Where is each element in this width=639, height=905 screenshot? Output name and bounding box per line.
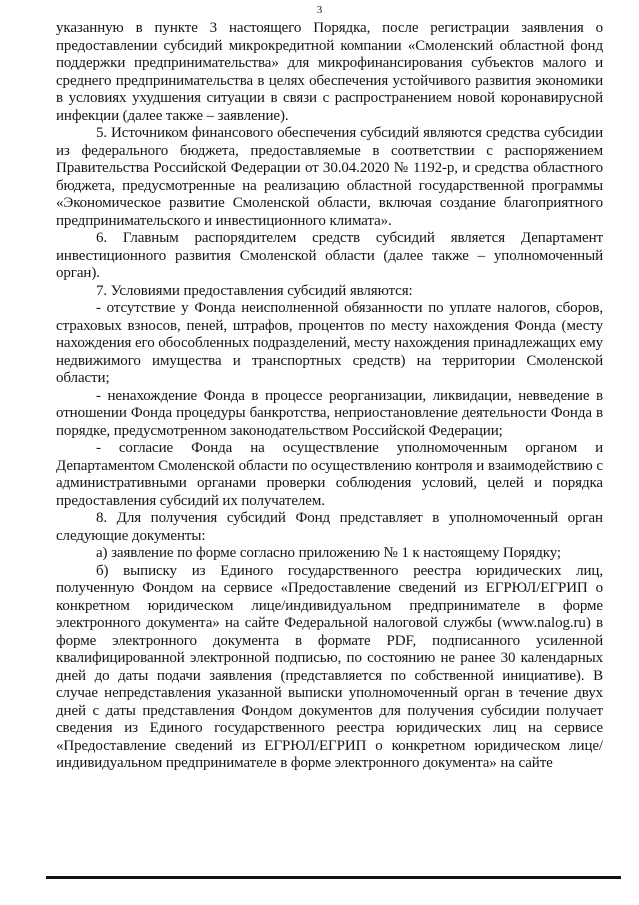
condition-item: - ненахождение Фонда в процессе реорганизации, ликвидации, невведение в отношении Фонда процедуры банкротства, неприостановление деятельности Фонда в порядке, предусмотренном законодательством Российской Федерации; [56, 387, 603, 439]
paragraph-continuation: указанную в пункте 3 настоящего Порядка, после регистрации заявления о предоставлении субсидий микрокредитной компании «Смоленский областной фонд поддержки предпринимательства» для микрофинансирования субъектов малого и среднего предпринимательства в целях обеспечения устойчивого развития экономики в условиях ухудшения ситуации в связи с распространением новой коронавирусной инфекции (далее также – заявление). [56, 20, 603, 124]
condition-item: - отсутствие у Фонда неисполненной обязанности по уплате налогов, сборов, страховых взносов, пеней, штрафов, процентов по месту нахождения Фонда (месту нахождения его обособленных подразделений, месту нахождения принадлежащих ему недвижимого имущества и транспортных средств) на территории Смоленской области; [56, 300, 603, 386]
paragraph-item-8: 8. Для получения субсидий Фонд представляет в уполномоченный орган следующие документы: [56, 510, 603, 544]
document-body [56, 20, 603, 773]
paragraph-item-6: 6. Главным распорядителем средств субсидий является Департамент инвестиционного развития Смоленской области (далее также – уполномоченный орган). [56, 230, 603, 281]
page-bottom-border [46, 876, 621, 879]
document-list-item-b: б) выписку из Единого государственного реестра юридических лиц, полученную Фондом на сервисе «Предоставление сведений из ЕГРЮЛ/ЕГРИП о конкретном юридическом лице/индивидуальном предпринимателе в форме электронного документа» на сайте Федеральной налоговой службы (www.nalog.ru) в форме электронного документа в формате PDF, подписанного усиленной квалифицированной электронной подписью, по состоянию не ранее 30 календарных дней до даты подачи заявления (представляется по собственной инициативе). В случае непредставления указанной выписки уполномоченный орган в течение двух дней с даты представления Фондом документов для получения субсидии получает сведения из Единого государственного реестра юридических лиц на сервисе «Предоставление сведений из ЕГРЮЛ/ЕГРИП о конкретном юридическом лице/индивидуальном предпринимателе в форме электронного документа» на сайте [56, 562, 603, 771]
page-number: 3 [316, 4, 323, 16]
document-list-item-a: а) заявление по форме согласно приложению № 1 к настоящему Порядку; [96, 545, 561, 561]
paragraph-item-5: 5. Источником финансового обеспечения субсидий являются средства субсидии из федерального бюджета, предоставляемые в соответствии с распоряжением Правительства Российской Федерации от 30.04.2020 № 1192-р, и средства областного бюджета, предусмотренные на реализацию областной государственной программы «Экономическое развитие Смоленской области, включая создание благоприятного предпринимательского и инвестиционного климата». [56, 125, 603, 229]
condition-item: - согласие Фонда на осуществление уполномоченным органом и Департаментом Смоленской области по осуществлению контроля и взаимодействию с административными органами проверки соблюдения условий, целей и порядка предоставления субсидий их получателем. [56, 440, 603, 509]
paragraph-item-7: 7. Условиями предоставления субсидий являются: [96, 282, 413, 299]
